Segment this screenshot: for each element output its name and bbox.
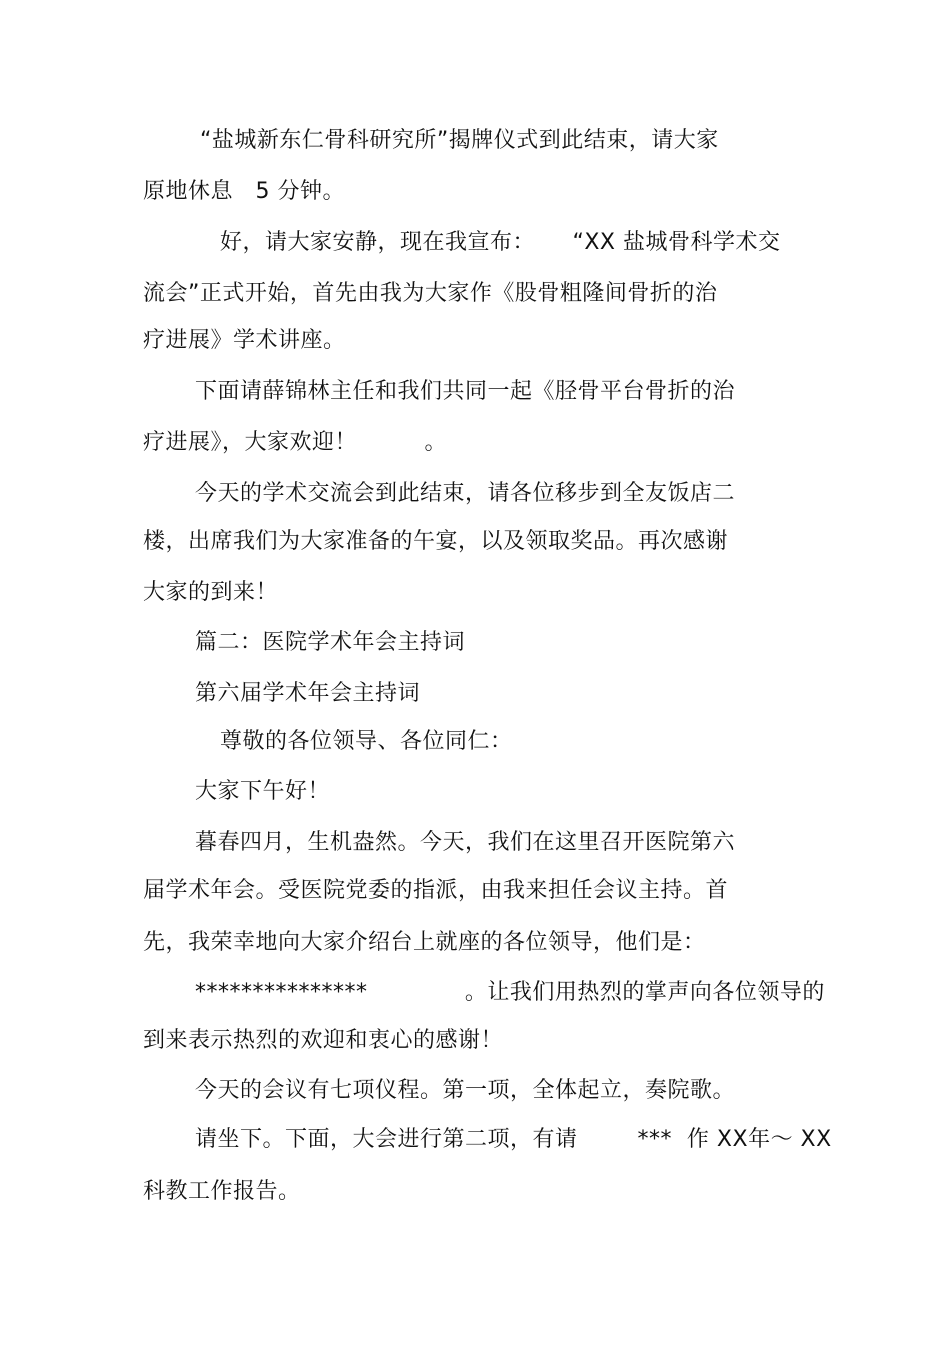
text-line-4: 流会”正式开始，首先由我为大家作《股骨粗隆间骨折的治 bbox=[143, 281, 718, 306]
text-line-22: 科教工作报告。 bbox=[143, 1179, 301, 1204]
text-line-17: 先，我荣幸地向大家介绍台上就座的各位领导，他们是： bbox=[143, 930, 706, 955]
text-line-12: 第六届学术年会主持词 bbox=[195, 681, 421, 706]
text-line-13: 尊敬的各位领导、各位同仁： bbox=[220, 729, 513, 754]
text-line-16: 届学术年会。受医院党委的指派，由我来担任会议主持。首 bbox=[143, 878, 729, 903]
text-line-15: 暮春四月，生机盎然。今天，我们在这里召开医院第六 bbox=[195, 830, 736, 855]
text-line-19: 到来表示热烈的欢迎和衷心的感谢！ bbox=[143, 1028, 504, 1053]
text-line-14: 大家下午好！ bbox=[195, 779, 331, 804]
text-line-5: 疗进展》学术讲座。 bbox=[143, 328, 346, 353]
text-line-20: 今天的会议有七项仪程。第一项，全体起立，奏院歌。 bbox=[195, 1078, 736, 1103]
text-line-11: 篇二：医院学术年会主持词 bbox=[195, 630, 466, 655]
text-line-6: 下面请薛锦林主任和我们共同一起《胫骨平台骨折的治 bbox=[195, 379, 736, 404]
text-line-9: 楼，出席我们为大家准备的午宴，以及领取奖品。再次感谢 bbox=[143, 529, 729, 554]
text-line-2: 原地休息 5 分钟。 bbox=[143, 179, 345, 204]
text-line-3: 好，请大家安静，现在我宣布： “XX 盐城骨科学术交 bbox=[220, 230, 781, 255]
text-line-21: 请坐下。下面，大会进行第二项，有请 *** 作 XX年～ XX bbox=[195, 1127, 832, 1152]
text-line-10: 大家的到来！ bbox=[143, 580, 279, 605]
text-line-8: 今天的学术交流会到此结束，请各位移步到全友饭店二 bbox=[195, 481, 736, 506]
text-line-18: *************** 。让我们用热烈的掌声向各位领导的 bbox=[195, 980, 825, 1005]
text-line-7: 疗进展》，大家欢迎！ 。 bbox=[143, 430, 447, 455]
text-line-1: “盐城新东仁骨科研究所”揭牌仪式到此结束，请大家 bbox=[200, 128, 719, 153]
